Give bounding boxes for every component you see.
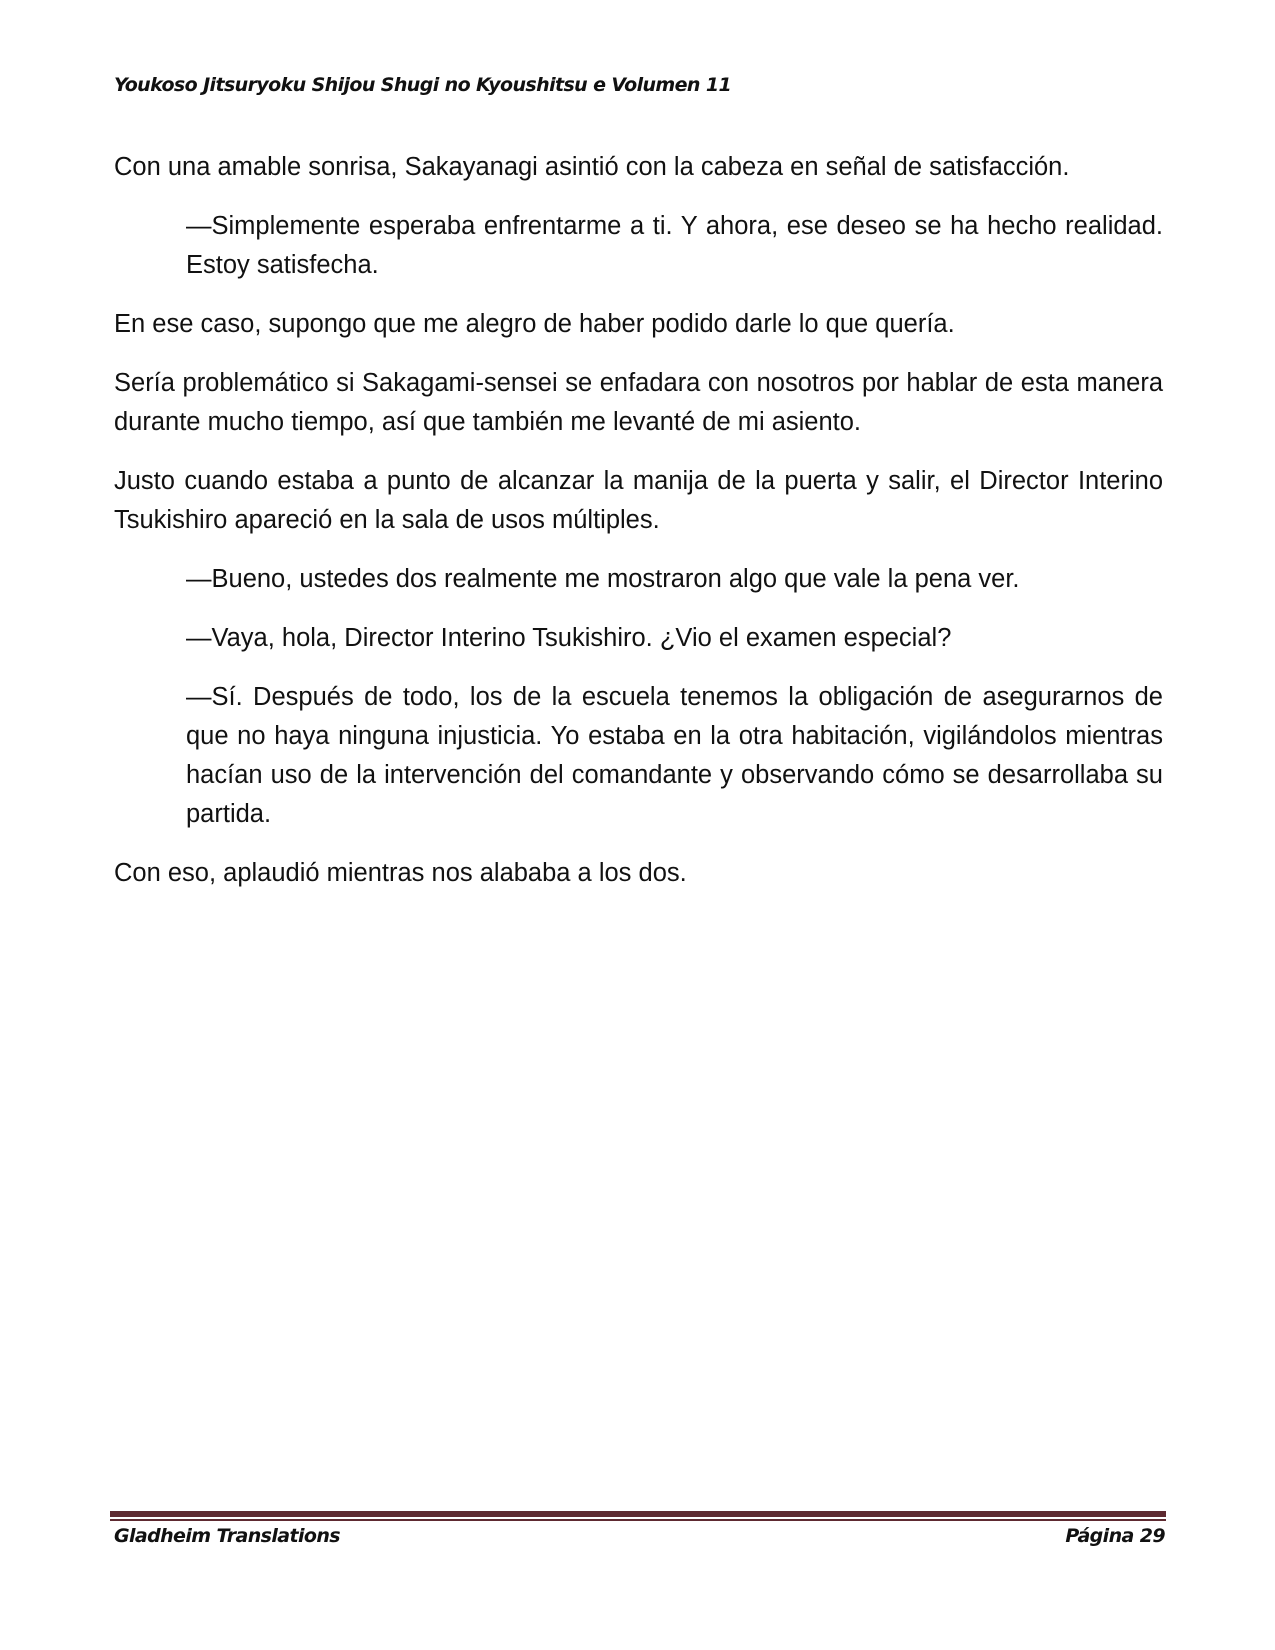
dialogue-paragraph: —Bueno, ustedes dos realmente me mostraron algo que vale la pena ver. xyxy=(186,565,1020,593)
footer-divider-thick xyxy=(110,1511,1166,1517)
paragraph: Con una amable sonrisa, Sakayanagi asintió con la cabeza en señal de satisfacción. xyxy=(114,153,1070,181)
footer-divider-thin xyxy=(110,1519,1166,1521)
dialogue-paragraph: —Sí. Después de todo, los de la escuela tenemos la obligación de asegurarnos de que no haya ninguna injusticia. Yo estaba en la otra habitación, vigilándolos mientras hacían uso de la intervención del comandante y observando cómo se desarrollaba su partida. xyxy=(186,683,1163,828)
page-body xyxy=(114,148,1163,913)
dialogue-paragraph: —Simplemente esperaba enfrentarme a ti. Y ahora, ese deseo se ha hecho realidad. Estoy satisfecha. xyxy=(186,212,1163,279)
dialogue-paragraph: —Vaya, hola, Director Interino Tsukishiro. ¿Vio el examen especial? xyxy=(186,624,952,652)
footer-translator: Gladheim Translations xyxy=(114,1525,340,1547)
paragraph: En ese caso, supongo que me alegro de haber podido darle lo que quería. xyxy=(114,310,955,338)
paragraph: Sería problemático si Sakagami-sensei se enfadara con nosotros por hablar de esta manera durante mucho tiempo, así que también me levanté de mi asiento. xyxy=(114,369,1163,436)
paragraph: Justo cuando estaba a punto de alcanzar la manija de la puerta y salir, el Director Interino Tsukishiro apareció en la sala de usos múltiples. xyxy=(114,467,1163,534)
footer-page-number: Página 29 xyxy=(1065,1525,1165,1547)
paragraph: Con eso, aplaudió mientras nos alababa a los dos. xyxy=(114,859,687,887)
running-header: Youkoso Jitsuryoku Shijou Shugi no Kyoushitsu e Volumen 11 xyxy=(114,74,732,96)
